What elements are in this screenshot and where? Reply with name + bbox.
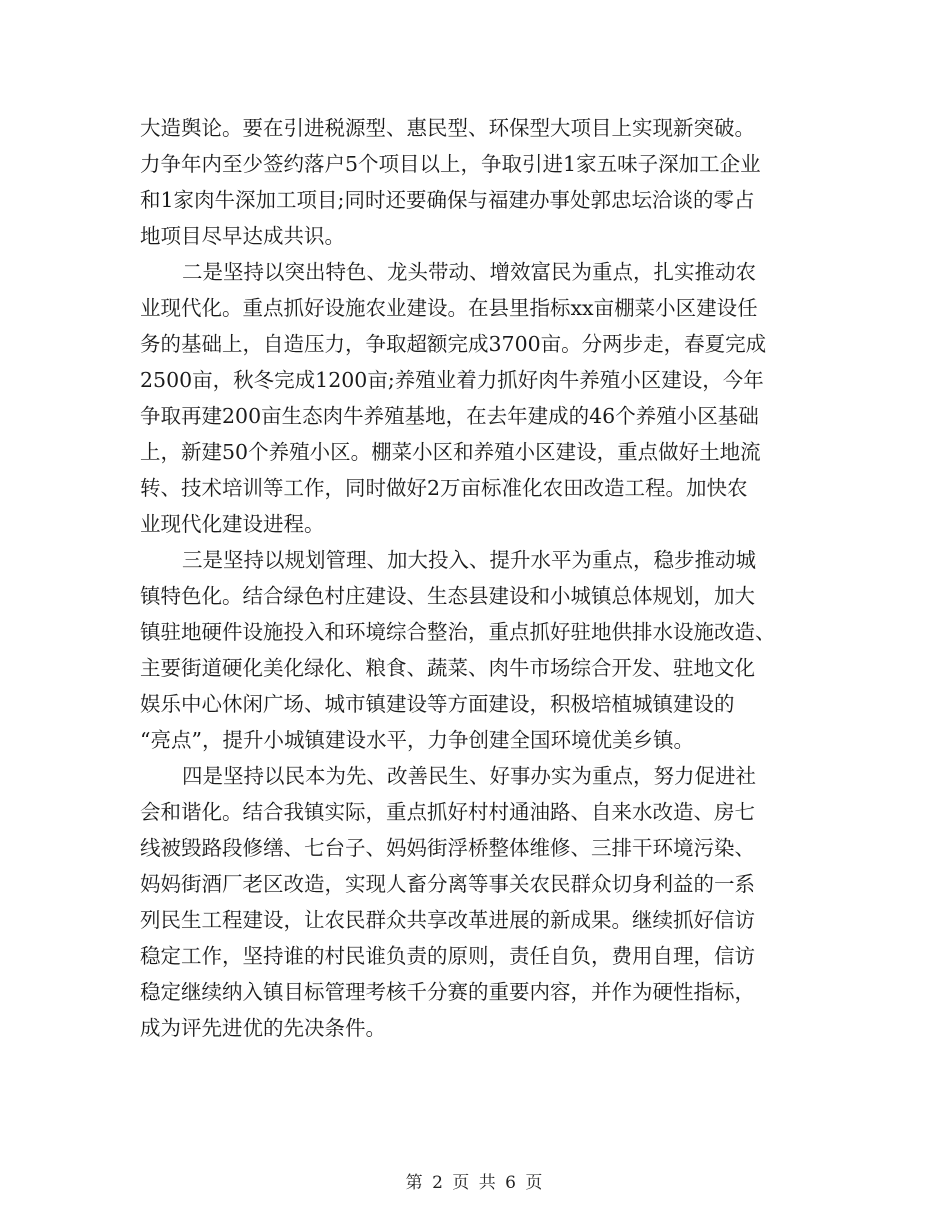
text-line: 娱乐中心休闲广场、城市镇建设等方面建设，积极培植城镇建设的: [140, 692, 735, 716]
text-line: 上，新建50个养殖小区。棚菜小区和养殖小区建设，重点做好土地流: [140, 440, 761, 464]
text-line: 力争年内至少签约落户5个项目以上，争取引进1家五味子深加工企业: [140, 152, 761, 176]
paragraph-first-line: 二是坚持以突出特色、龙头带动、增效富民为重点，扎实推动农: [182, 260, 756, 284]
text-line: 稳定继续纳入镇目标管理考核千分赛的重要内容，并作为硬性指标，: [140, 980, 755, 1004]
text-line: 和1家肉牛深加工项目;同时还要确保与福建办事处郭忠坛洽谈的零占: [140, 188, 755, 212]
text-line: 转、技术培训等工作，同时做好2万亩标准化农田改造工程。加快农: [140, 476, 748, 500]
text-line: 会和谐化。结合我镇实际，重点抓好村村通油路、自来水改造、房七: [140, 800, 755, 824]
text-line: 争取再建200亩生态肉牛养殖基地，在去年建成的46个养殖小区基础: [140, 404, 759, 428]
text-line: 镇驻地硬件设施投入和环境综合整治，重点抓好驻地供排水设施改造、: [140, 620, 776, 644]
text-line: 成为评先进优的先决条件。: [140, 1016, 386, 1040]
text-line: 业现代化建设进程。: [140, 512, 325, 536]
paragraph-first-line: 三是坚持以规划管理、加大投入、提升水平为重点，稳步推动城: [182, 548, 756, 572]
text-line: 列民生工程建设，让农民群众共享改革进展的新成果。继续抓好信访: [140, 908, 755, 932]
text-line: 务的基础上，自造压力，争取超额完成3700亩。分两步走，春夏完成: [140, 332, 767, 356]
document-body: [140, 110, 810, 1046]
text-line: 主要街道硬化美化绿化、粮食、蔬菜、肉牛市场综合开发、驻地文化: [140, 656, 755, 680]
text-line: “亮点”，提升小城镇建设水平，力争创建全国环境优美乡镇。: [140, 728, 694, 752]
text-line: 2500亩，秋冬完成1200亩;养殖业着力抓好肉牛养殖小区建设，今年: [140, 368, 764, 392]
text-line: 大造舆论。要在引进税源型、惠民型、环保型大项目上实现新突破。: [140, 116, 755, 140]
paragraph-first-line: 四是坚持以民本为先、改善民生、好事办实为重点，努力促进社: [182, 764, 756, 788]
text-line: 镇特色化。结合绿色村庄建设、生态县建设和小城镇总体规划，加大: [140, 584, 755, 608]
text-line: 稳定工作，坚持谁的村民谁负责的原则，责任自负，费用自理，信访: [140, 944, 755, 968]
text-line: 业现代化。重点抓好设施农业建设。在县里指标xx亩棚菜小区建设任: [140, 296, 758, 320]
text-line: 线被毁路段修缮、七台子、妈妈街浮桥整体维修、三排干环境污染、: [140, 836, 755, 860]
text-line: 妈妈街酒厂老区改造，实现人畜分离等事关农民群众切身利益的一系: [140, 872, 755, 896]
page-number-footer: 第 2 页 共 6 页: [405, 1173, 545, 1193]
text-line: 地项目尽早达成共识。: [140, 224, 345, 248]
